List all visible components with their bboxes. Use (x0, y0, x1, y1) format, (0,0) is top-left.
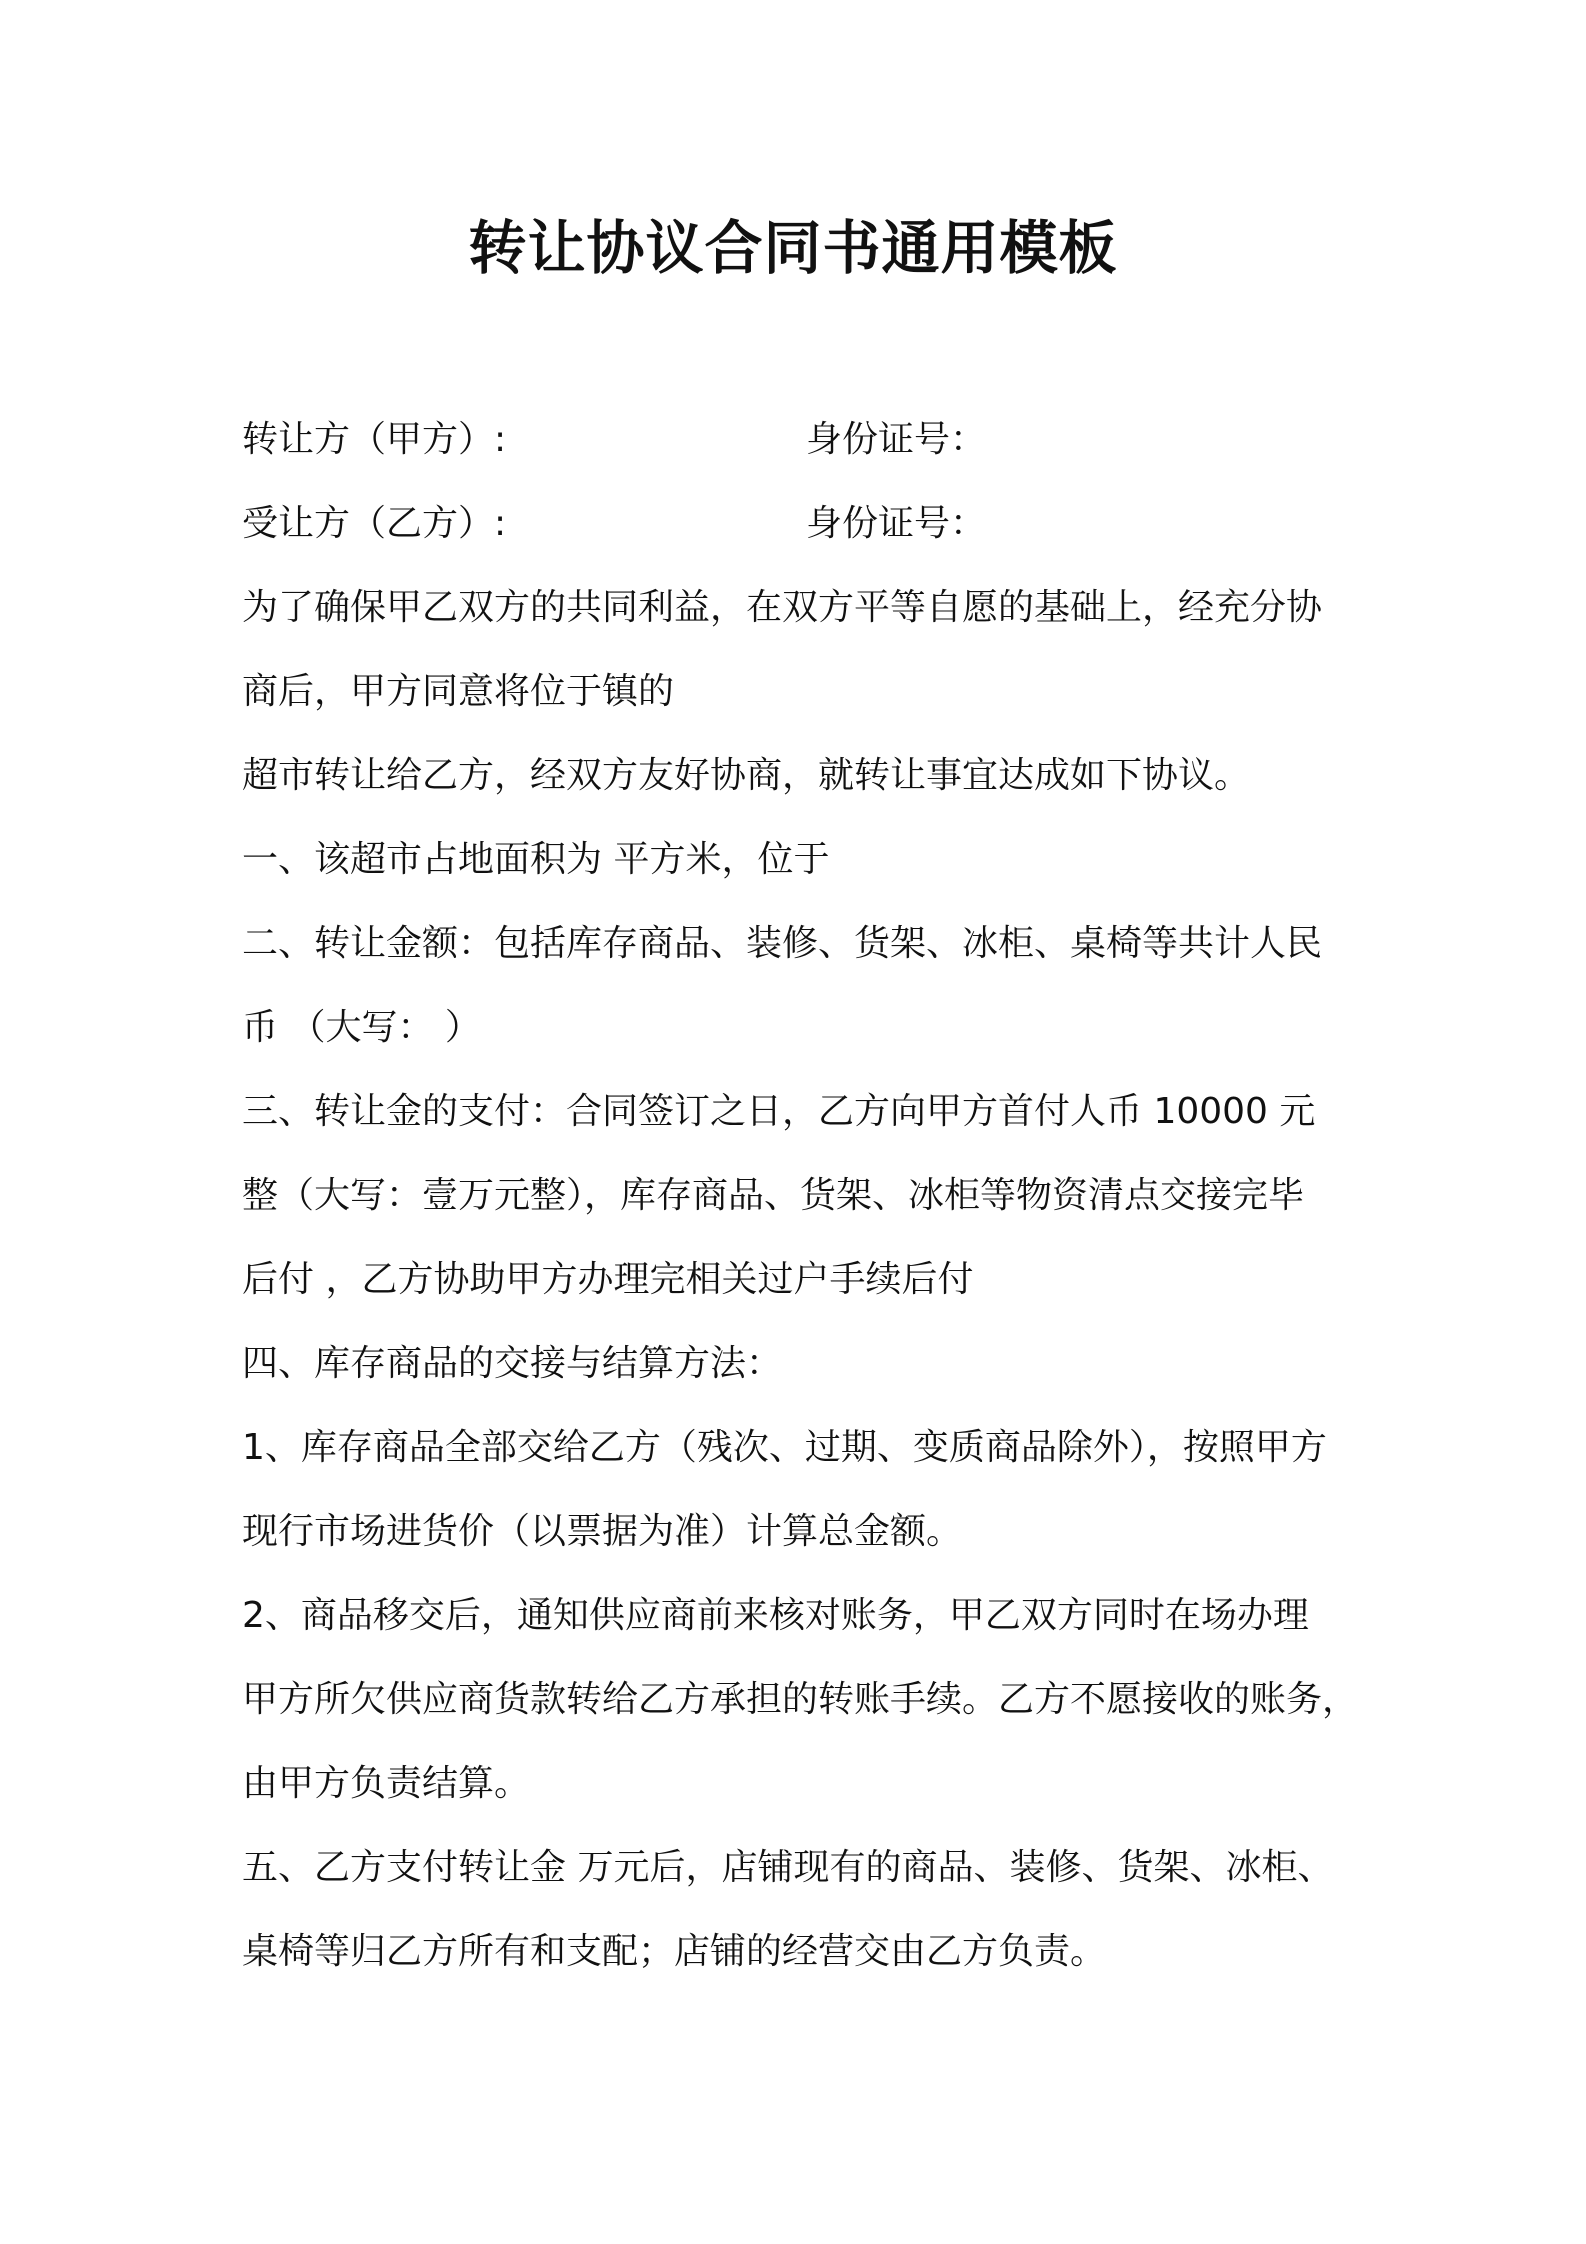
preamble-line-2: 商后，甲方同意将位于镇的 (242, 671, 675, 712)
clause-4-heading: 四、库存商品的交接与结算方法： (242, 1343, 783, 1384)
clause-2-line-2: 币 （大写： ） (242, 1007, 481, 1048)
transferor-label: 转让方（甲方）: (242, 419, 507, 460)
clause-4-item-1-line-1: 1、库存商品全部交给乙方（残次、过期、变质商品除外），按照甲方 (242, 1427, 1327, 1468)
transferee-label: 受让方（乙方）: (242, 503, 507, 544)
clause-1-line-1: 一、该超市占地面积为 平方米，位于 (242, 839, 830, 880)
transferee-id-label: 身份证号： (806, 503, 987, 544)
preamble-line-1: 为了确保甲乙双方的共同利益，在双方平等自愿的基础上，经充分协 (242, 587, 1323, 628)
clause-3-line-1: 三、转让金的支付：合同签订之日，乙方向甲方首付人币 10000 元 (242, 1091, 1316, 1132)
document-title: 转让协议合同书通用模板 (468, 214, 1118, 282)
clause-4-item-1-line-2: 现行市场进货价（以票据为准）计算总金额。 (242, 1511, 963, 1552)
clause-3-line-2: 整（大写：壹万元整），库存商品、货架、冰柜等物资清点交接完毕 (242, 1175, 1305, 1216)
clause-4-item-2-line-1: 2、商品移交后，通知供应商前来核对账务，甲乙双方同时在场办理 (242, 1595, 1309, 1636)
clause-2-line-1: 二、转让金额：包括库存商品、装修、货架、冰柜、桌椅等共计人民 (242, 923, 1323, 964)
transferor-row (242, 412, 1402, 468)
clause-4-item-2-line-3: 由甲方负责结算。 (242, 1763, 531, 1804)
clause-5-line-1: 五、乙方支付转让金 万元后，店铺现有的商品、装修、货架、冰柜、 (242, 1847, 1334, 1888)
clause-4-item-2-line-2: 甲方所欠供应商货款转给乙方承担的转账手续。乙方不愿接收的账务， (242, 1679, 1359, 1720)
clause-5-line-2: 桌椅等归乙方所有和支配；店铺的经营交由乙方负责。 (242, 1931, 1107, 1972)
preamble-line-3: 超市转让给乙方，经双方友好协商，就转让事宜达成如下协议。 (242, 755, 1251, 796)
clause-3-line-3: 后付 ，乙方协助甲方办理完相关过户手续后付 (242, 1259, 974, 1300)
transferee-row (242, 496, 1402, 552)
transferor-id-label: 身份证号： (806, 419, 987, 460)
